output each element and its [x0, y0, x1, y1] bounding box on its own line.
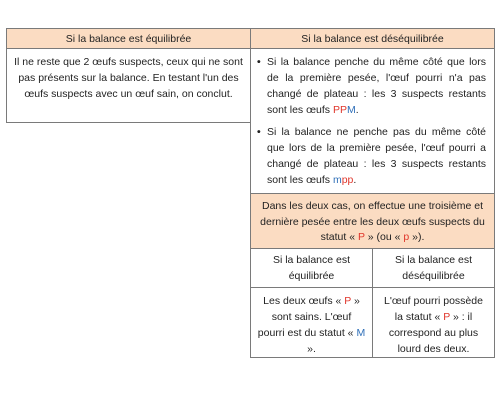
status-p-upper: P: [357, 231, 365, 243]
status-m-result: M: [356, 327, 366, 339]
sub-header-balanced-label: Si la balance est équilibrée: [272, 254, 351, 282]
balanced-explanation-text: Il ne reste que 2 œufs suspects, ceux qui ne sont pas présents sur la balance. En testant l'un des œufs suspects avec un œuf sain, on conclut.: [14, 56, 243, 100]
balanced-explanation: [6, 48, 251, 123]
header-unbalanced: [250, 28, 495, 49]
third-weighing-note: Dans les deux cas, on effectue une troisième et dernière pesée entre les deux œufs suspects du statut « P » (ou « p »).: [250, 193, 495, 249]
header-balanced: [6, 28, 251, 49]
bullet-other-side-text: Si la balance ne penche pas du même côté que lors de la première pesée, l'œuf pourri a changé de plateau : les 3 suspects restants sont les œufs: [267, 126, 486, 186]
status-p-heaviest: P: [443, 311, 451, 323]
sub-header-unbalanced-label: Si la balance est déséquilibrée: [394, 254, 473, 282]
unbalanced-cases: [250, 48, 495, 194]
sub-header-balanced: [250, 248, 373, 288]
status-p-result: P: [344, 295, 352, 307]
header-unbalanced-label: Si la balance est déséquilibrée: [301, 32, 444, 45]
status-p-lower: p: [403, 231, 410, 243]
code-pp-upper: PP: [332, 104, 347, 116]
bullet-dot-icon: •: [257, 126, 261, 138]
bullet-dot-icon: •: [257, 56, 261, 68]
header-balanced-label: Si la balance est équilibrée: [65, 32, 192, 45]
bullet-other-side: • Si la balance ne penche pas du même côté que lors de la première pesée, l'œuf pourri a changé de plateau : les 3 suspects restants sont les œufs mpp.: [257, 126, 486, 186]
sub-header-unbalanced: [372, 248, 495, 288]
bullet-same-side-text: Si la balance penche du même côté que lors de la première pesée, l'œuf pourri n'a pas changé de plateau : les 3 suspects restants sont les œufs: [267, 56, 486, 116]
sub-result-balanced: Les deux œufs « P » sont sains. L'œuf pourri est du statut « M ».: [250, 287, 373, 358]
code-m-lower: m: [332, 174, 342, 186]
sub-result-unbalanced: L'œuf pourri possède la statut « P » : il correspond au plus lourd des deux.: [372, 287, 495, 358]
code-pp-lower: pp: [341, 174, 354, 186]
code-m-upper: M: [346, 104, 356, 116]
third-weighing-text: Dans les deux cas, on effectue une troisième et dernière pesée entre les deux œufs suspects du statut «: [260, 200, 485, 243]
bullet-same-side: • Si la balance penche du même côté que lors de la première pesée, l'œuf pourri n'a pas changé de plateau : les 3 suspects restants sont les œufs PPM.: [257, 56, 486, 116]
